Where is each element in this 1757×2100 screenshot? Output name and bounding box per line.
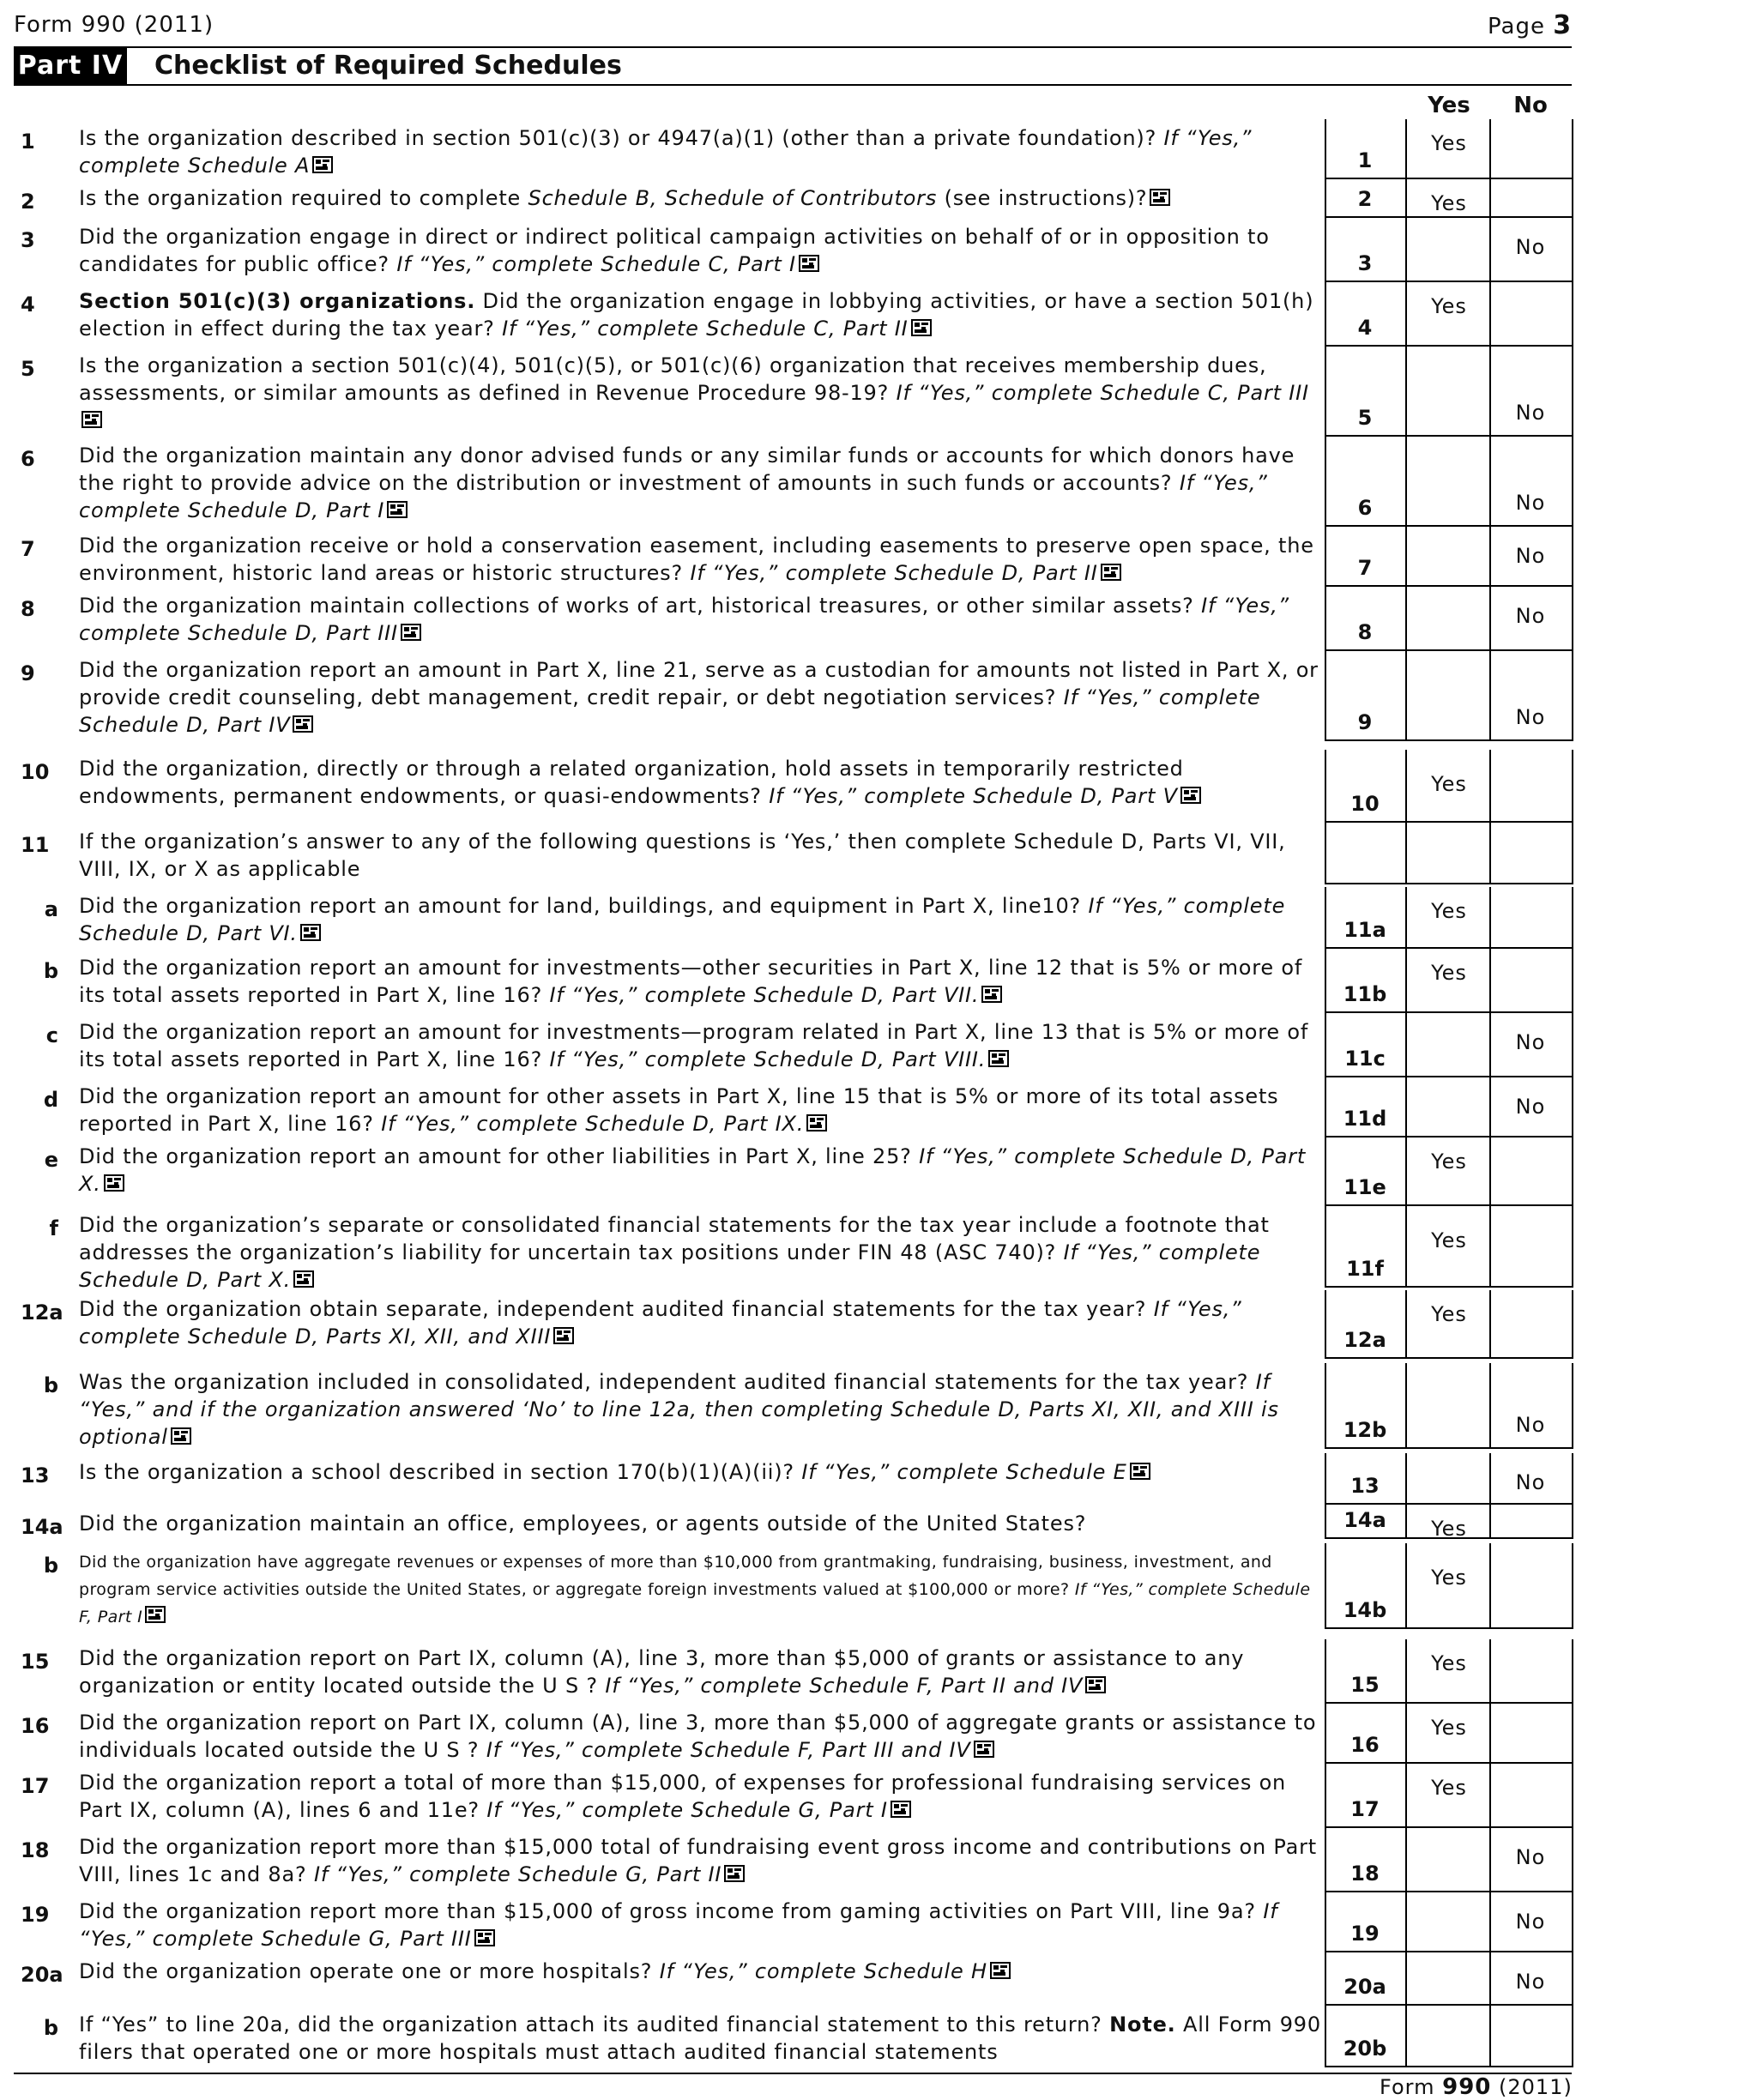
line-number: 7 (21, 537, 35, 561)
page-number: Page 3 (1488, 10, 1573, 40)
no-answer: No (1515, 235, 1546, 259)
no-column-header: No (1513, 93, 1548, 118)
question-text: Is the organization required to complete Schedule B, Schedule of Contributors (see instructions)? (79, 184, 1323, 212)
answer-cell (1489, 179, 1573, 218)
answer-cell (1405, 347, 1491, 437)
yes-answer: Yes (1431, 772, 1467, 796)
line-label: 18 (1350, 1862, 1380, 1886)
answer-cell (1489, 1505, 1573, 1539)
line-number: c (45, 1023, 58, 1047)
line-number: 9 (21, 661, 35, 685)
yes-answer: Yes (1431, 1776, 1467, 1800)
attachment-icon[interactable] (1084, 1675, 1108, 1695)
question-text: Section 501(c)(3) organizations. Did the organization engage in lobbying activities, or have a section 501(h) election in effect during the tax year? If “Yes,” complete Schedule C, Part II (79, 289, 1314, 341)
answer-cell (1405, 1828, 1491, 1892)
question-text: Did the organization, directly or through a related organization, hold assets in temporarily restricted endowments, permanent endowments, or quasi-endowments? If “Yes,” complete Schedule D, Part V (79, 755, 1323, 810)
part-label: Part IV (14, 48, 127, 84)
answer-cell (1489, 1639, 1573, 1704)
yes-answer: Yes (1431, 1150, 1467, 1174)
part-title: Checklist of Required Schedules (154, 51, 622, 81)
no-answer: No (1515, 705, 1546, 729)
line-label: 3 (1357, 251, 1373, 275)
question-text: Is the organization a section 501(c)(4), 501(c)(5), or 501(c)(6) organization that receives membership dues, assessments, or similar amounts as defined in Revenue Procedure 98-19? If “Yes,” complete Schedule C, Part III (79, 352, 1323, 434)
question-text: If the organization’s answer to any of the following questions is ‘Yes,’ then complete Schedule D, Parts VI, VII, VIII, IX, or X as applicable (79, 830, 1286, 881)
line-number: 1 (21, 130, 35, 154)
attachment-icon[interactable] (806, 1113, 830, 1133)
line-number: 6 (21, 447, 35, 471)
answer-cell (1405, 1363, 1491, 1449)
question-text: Did the organization’s separate or consolidated financial statements for the tax year include a footnote that addresses the organization’s liability for uncertain tax positions under FIN 48 (ASC 740)? If “Yes,” complete Schedule D, Part X. (79, 1213, 1270, 1292)
attachment-icon[interactable] (981, 984, 1005, 1005)
attachment-icon[interactable] (170, 1426, 194, 1446)
no-answer: No (1515, 1845, 1546, 1869)
line-label: 5 (1357, 406, 1373, 430)
attachment-icon[interactable] (890, 1799, 914, 1819)
no-answer: No (1515, 604, 1546, 628)
attachment-icon[interactable] (552, 1325, 577, 1346)
no-answer: No (1515, 491, 1546, 515)
answer-cell (1405, 1077, 1491, 1138)
line-number: d (43, 1088, 58, 1112)
yes-answer: Yes (1431, 294, 1467, 318)
line-number: 5 (21, 357, 35, 381)
answer-cell (1405, 218, 1491, 282)
line-number: 11 (21, 833, 50, 857)
divider (14, 2073, 1572, 2074)
line-number: b (43, 959, 58, 983)
answer-cell (1489, 282, 1573, 347)
answer-cell (1489, 750, 1573, 823)
yes-answer: Yes (1431, 191, 1467, 215)
line-number: 8 (21, 597, 35, 621)
attachment-icon[interactable] (292, 714, 316, 734)
answer-cell (1405, 2006, 1491, 2067)
line-label: 2 (1357, 187, 1373, 211)
line-label: 11f (1346, 1257, 1384, 1281)
answer-cell (1489, 119, 1573, 179)
attachment-icon[interactable] (910, 317, 934, 338)
attachment-icon[interactable] (1100, 562, 1124, 582)
line-label: 11b (1343, 982, 1387, 1006)
line-label: 20b (1343, 2037, 1387, 2061)
line-label: 7 (1357, 556, 1373, 580)
attachment-icon[interactable] (1180, 785, 1204, 806)
attachment-icon[interactable] (386, 499, 410, 520)
question-text: Did the organization report on Part IX, column (A), line 3, more than $5,000 of aggregate grants or assistance to individuals located outside the U S ? If “Yes,” complete Schedule F, Part III and IV (79, 1711, 1317, 1762)
yes-column-header: Yes (1428, 93, 1470, 118)
line-label: 16 (1350, 1733, 1380, 1757)
line-label: 11a (1343, 918, 1386, 942)
line-label: 10 (1350, 792, 1380, 816)
no-answer: No (1515, 401, 1546, 425)
attachment-icon[interactable] (474, 1928, 498, 1948)
line-label: 1 (1357, 148, 1373, 172)
yes-answer: Yes (1431, 899, 1467, 923)
attachment-icon[interactable] (293, 1269, 317, 1289)
line-number: 10 (21, 760, 50, 784)
line-number: 13 (21, 1463, 50, 1488)
line-label: 19 (1350, 1922, 1380, 1946)
line-number: 17 (21, 1774, 50, 1798)
question-text: Did the organization operate one or more hospitals? If “Yes,” complete Schedule H (79, 1958, 1323, 1985)
answer-cell (1489, 1543, 1573, 1629)
line-number: b (43, 1373, 58, 1397)
yes-answer: Yes (1431, 1651, 1467, 1675)
question-text: Did the organization report an amount for investments—program related in Part X, line 13 that is 5% or more of its total assets reported in Part X, line 16? If “Yes,” complete Schedule D, Part VIII. (79, 1020, 1309, 1071)
form-header-label: Form 990 (2011) (14, 12, 214, 38)
question-text: Did the organization report an amount for other assets in Part X, line 15 that is 5% or more of its total assets reported in Part X, line 16? If “Yes,” complete Schedule D, Part IX. (79, 1084, 1279, 1136)
line-number: 4 (21, 293, 35, 317)
answer-cell (1405, 1952, 1491, 2006)
line-label: 14b (1343, 1598, 1387, 1622)
no-answer: No (1515, 1095, 1546, 1119)
question-text: Did the organization report more than $15,000 total of fundraising event gross income and contributions on Part VIII, lines 1c and 8a? If “Yes,” complete Schedule G, Part II (79, 1835, 1317, 1886)
no-answer: No (1515, 1970, 1546, 1994)
line-number: 20a (21, 1963, 63, 1987)
line-number: 19 (21, 1903, 50, 1927)
answer-cell (1405, 651, 1491, 741)
question-text: Did the organization maintain any donor advised funds or any similar funds or accounts for which donors have the right to provide advice on the distribution or investment of amounts in such funds or accounts? If “Yes,” complete Schedule D, Part I (79, 444, 1295, 522)
line-number: 14a (21, 1515, 63, 1539)
question-text: Did the organization report an amount in Part X, line 21, serve as a custodian for amounts not listed in Part X, or provide credit counseling, debt management, credit repair, or debt negotiation services? If “Yes,” complete Schedule D, Part IV (79, 658, 1319, 737)
footer-form-label: Form 990 (2011) (1380, 2074, 1573, 2100)
answer-cell (1489, 1206, 1573, 1288)
line-label: 13 (1350, 1474, 1380, 1498)
question-text: Is the organization described in section 501(c)(3) or 4947(a)(1) (other than a private foundation)? If “Yes,” complete Schedule A (79, 126, 1253, 178)
question-text: Did the organization report an amount for other liabilities in Part X, line 25? If “Yes,” complete Schedule D, Part X. (79, 1144, 1307, 1196)
no-answer: No (1515, 1413, 1546, 1437)
answer-cell (1489, 1138, 1573, 1206)
question-text: Did the organization maintain an office, employees, or agents outside of the United States? (79, 1512, 1087, 1536)
divider (14, 84, 1572, 86)
question-text: Did the organization obtain separate, independent audited financial statements for the tax year? If “Yes,” complete Schedule D, Parts XI, XII, and XIII (79, 1297, 1242, 1349)
question-text: Is the organization a school described in section 170(b)(1)(A)(ii)? If “Yes,” complete Schedule E (79, 1458, 1323, 1486)
line-number: 3 (21, 228, 35, 252)
answer-cell (1405, 823, 1491, 884)
question-text: Did the organization engage in direct or indirect political campaign activities on behalf of or in opposition to candidates for public office? If “Yes,” complete Schedule C, Part I (79, 225, 1270, 276)
yes-answer: Yes (1431, 1517, 1467, 1541)
line-number: 2 (21, 190, 35, 214)
answer-cell (1489, 1290, 1573, 1359)
attachment-icon[interactable] (1149, 187, 1173, 208)
line-label: 12a (1343, 1328, 1386, 1352)
attachment-icon[interactable] (311, 154, 335, 175)
line-label: 8 (1357, 620, 1373, 644)
line-number: 12a (21, 1300, 63, 1325)
no-answer: No (1515, 1030, 1546, 1054)
line-label: 15 (1350, 1673, 1380, 1697)
answer-cell (1489, 949, 1573, 1013)
yes-answer: Yes (1431, 1228, 1467, 1252)
question-text: Did the organization maintain collections of works of art, historical treasures, or other similar assets? If “Yes,” complete Schedule D, Part III (79, 594, 1289, 645)
answer-cell (1405, 1453, 1491, 1505)
line-label: 9 (1357, 710, 1373, 734)
answer-cell (1405, 437, 1491, 527)
answer-cell (1489, 2006, 1573, 2067)
attachment-icon[interactable] (989, 1960, 1013, 1981)
no-answer: No (1515, 1910, 1546, 1934)
line-number: b (43, 1554, 58, 1578)
line-label: 14a (1343, 1508, 1386, 1532)
attachment-icon[interactable] (723, 1863, 747, 1884)
answer-cell (1489, 1764, 1573, 1828)
answer-cell (1489, 823, 1573, 884)
line-label: 17 (1350, 1797, 1380, 1821)
attachment-icon[interactable] (973, 1739, 997, 1759)
answer-cell (1405, 1013, 1491, 1077)
yes-answer: Yes (1431, 131, 1467, 155)
line-label: 6 (1357, 496, 1373, 520)
no-answer: No (1515, 1470, 1546, 1494)
attachment-icon[interactable] (798, 253, 822, 274)
yes-answer: Yes (1431, 1566, 1467, 1590)
line-label: 11d (1343, 1107, 1387, 1131)
answer-cell (1405, 587, 1491, 651)
yes-answer: Yes (1431, 961, 1467, 985)
question-text: Did the organization report an amount for investments—other securities in Part X, line 12 that is 5% or more of its total assets reported in Part X, line 16? If “Yes,” complete Schedule D, Part VII. (79, 956, 1303, 1007)
answer-cell (1405, 527, 1491, 587)
attachment-icon[interactable] (81, 409, 105, 430)
line-number: 18 (21, 1838, 50, 1862)
answer-cell (1489, 887, 1573, 949)
line-label: 11c (1344, 1047, 1386, 1071)
answer-cell (1325, 823, 1407, 884)
question-text: If “Yes” to line 20a, did the organization attach its audited financial statement to this return? Note. All Form 990 filers that operated one or more hospitals must attach audited financial statements (79, 2012, 1321, 2064)
line-number: e (44, 1148, 58, 1172)
line-number: 16 (21, 1714, 50, 1738)
attachment-icon[interactable] (1129, 1461, 1153, 1481)
line-label: 20a (1343, 1975, 1386, 1999)
line-number: a (44, 897, 58, 921)
attachment-icon[interactable] (103, 1173, 127, 1193)
question-text: Did the organization report on Part IX, column (A), line 3, more than $5,000 of grants or assistance to any organization or entity located outside the U S ? If “Yes,” complete Schedule F, Part II and IV (79, 1646, 1245, 1698)
line-number: 15 (21, 1650, 50, 1674)
attachment-icon[interactable] (144, 1604, 168, 1625)
question-text: Did the organization report an amount for land, buildings, and equipment in Part X, line10? If “Yes,” complete Schedule D, Part VI. (79, 894, 1286, 945)
question-text: Did the organization have aggregate revenues or expenses of more than $10,000 from grantmaking, fundraising, business, investment, and program service activities outside the United States, or aggregate foreign investments valued at $100,000 or more? If “Yes,” complete Schedule F, Part I (79, 1553, 1311, 1626)
question-text: Was the organization included in consolidated, independent audited financial statements for the tax year? If “Yes,” and if the organization answered ‘No’ to line 12a, then completing Schedule D, Parts XI, XII, and XIII is optional (79, 1370, 1279, 1449)
line-label: 11e (1343, 1175, 1386, 1199)
answer-cell (1405, 1892, 1491, 1952)
question-text: Did the organization report more than $15,000 of gross income from gaming activities on Part VIII, line 9a? If “Yes,” complete Schedule G, Part III (79, 1899, 1278, 1951)
yes-answer: Yes (1431, 1302, 1467, 1326)
question-text: Did the organization receive or hold a conservation easement, including easements to preserve open space, the environment, historic land areas or historic structures? If “Yes,” complete Schedule D, Part II (79, 534, 1314, 585)
question-text: Did the organization report a total of more than $15,000, of expenses for professional fundraising services on Part IX, column (A), lines 6 and 11e? If “Yes,” complete Schedule G, Part I (79, 1771, 1287, 1822)
line-number: b (43, 2016, 58, 2040)
no-answer: No (1515, 544, 1546, 568)
attachment-icon[interactable] (299, 922, 323, 943)
answer-cell (1489, 1704, 1573, 1764)
line-label: 4 (1357, 316, 1373, 340)
line-number: f (49, 1216, 58, 1240)
attachment-icon[interactable] (400, 622, 424, 643)
yes-answer: Yes (1431, 1716, 1467, 1740)
line-label: 12b (1343, 1418, 1387, 1442)
attachment-icon[interactable] (987, 1048, 1011, 1069)
